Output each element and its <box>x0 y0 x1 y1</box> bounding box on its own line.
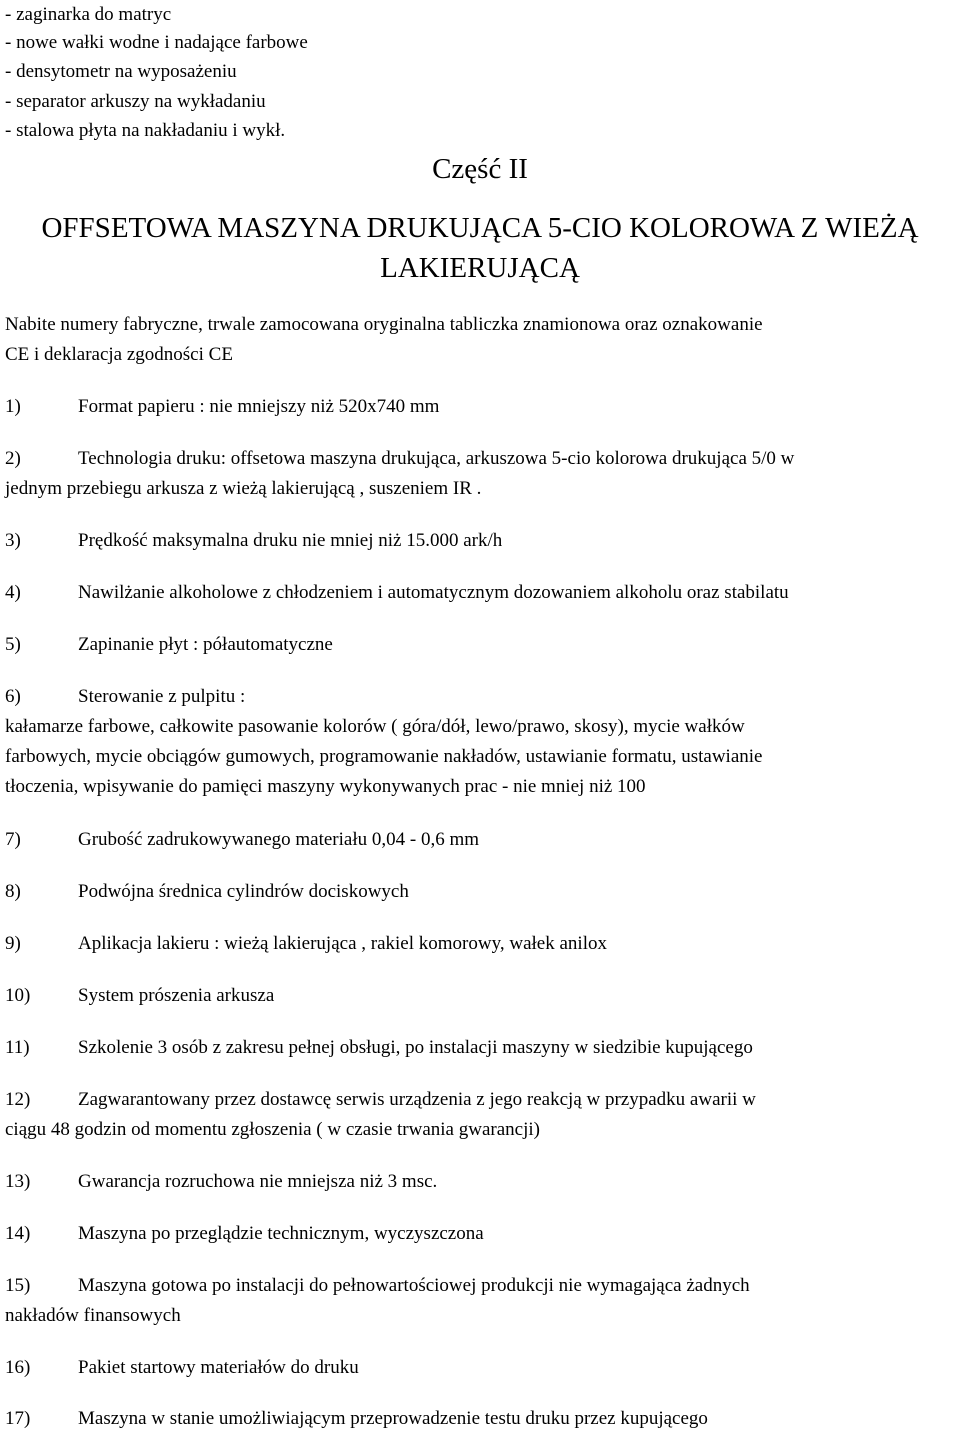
item-number: 9) <box>5 933 21 954</box>
item-text: Format papieru : nie mniejszy niż 520x740 mm <box>78 396 440 417</box>
item-text: Maszyna gotowa po instalacji do pełnowartościowej produkcji nie wymagająca żadnych <box>78 1275 750 1296</box>
item-number: 12) <box>5 1089 31 1110</box>
spec-item-4 <box>5 578 789 608</box>
document-title-line-1: OFFSETOWA MASZYNA DRUKUJĄCA 5-CIO KOLOROWA Z WIEŻĄ <box>41 212 919 244</box>
item-number: 16) <box>5 1357 31 1378</box>
spec-item-12 <box>5 1085 756 1115</box>
spec-item-17 <box>5 1404 708 1434</box>
item-number: 17) <box>5 1408 31 1429</box>
item-number: 2) <box>5 448 21 469</box>
item-text: System prószenia arkusza <box>78 985 275 1006</box>
spec-item-10 <box>5 981 274 1011</box>
list-item: - separator arkuszy na wykładaniu <box>5 91 266 112</box>
item-number: 7) <box>5 829 21 850</box>
item-number: 3) <box>5 530 21 551</box>
item-continuation: jednym przebiegu arkusza z wieżą lakierującą , suszeniem IR . <box>5 478 482 499</box>
item-number: 6) <box>5 686 21 707</box>
item-text: Aplikacja lakieru : wieżą lakierująca , rakiel komorowy, wałek anilox <box>78 933 607 954</box>
list-item: - densytometr na wyposażeniu <box>5 61 237 82</box>
list-item: - nowe wałki wodne i nadające farbowe <box>5 32 308 53</box>
item-continuation: nakładów finansowych <box>5 1305 181 1326</box>
document-title-line-2: LAKIERUJĄCĄ <box>380 252 580 284</box>
item-number: 15) <box>5 1275 31 1296</box>
item-number: 11) <box>5 1037 30 1058</box>
spec-item-15 <box>5 1271 750 1301</box>
item-text: Podwójna średnica cylindrów dociskowych <box>78 881 409 902</box>
spec-item-3 <box>5 526 502 556</box>
part-heading: Część II <box>432 153 528 185</box>
item-text: Nawilżanie alkoholowe z chłodzeniem i automatycznym dozowaniem alkoholu oraz stabilatu <box>78 582 789 603</box>
spec-item-6 <box>5 682 245 712</box>
item-continuation: ciągu 48 godzin od momentu zgłoszenia ( w czasie trwania gwarancji) <box>5 1119 540 1140</box>
spec-item-8 <box>5 877 409 907</box>
spec-item-9 <box>5 929 607 959</box>
spec-item-16 <box>5 1353 359 1383</box>
item-text: Sterowanie z pulpitu : <box>78 686 246 707</box>
item-text: Maszyna po przeglądzie technicznym, wyczyszczona <box>78 1223 484 1244</box>
list-item: - zaginarka do matryc <box>5 4 172 25</box>
item-text: Technologia druku: offsetowa maszyna drukująca, arkuszowa 5-cio kolorowa drukująca 5/0 w <box>78 448 795 469</box>
item-number: 1) <box>5 396 21 417</box>
intro-line-2: CE i deklaracja zgodności CE <box>5 344 233 365</box>
item-continuation: tłoczenia, wpisywanie do pamięci maszyny wykonywanych prac - nie mniej niż 100 <box>5 776 646 797</box>
spec-item-11 <box>5 1033 753 1063</box>
item-number: 14) <box>5 1223 31 1244</box>
spec-item-7 <box>5 825 479 855</box>
spec-item-13 <box>5 1167 437 1197</box>
item-number: 8) <box>5 881 21 902</box>
item-text: Grubość zadrukowywanego materiału 0,04 - 0,6 mm <box>78 829 480 850</box>
spec-item-1 <box>5 392 439 422</box>
item-number: 5) <box>5 634 21 655</box>
item-text: Pakiet startowy materiałów do druku <box>78 1357 359 1378</box>
item-text: Gwarancja rozruchowa nie mniejsza niż 3 msc. <box>78 1171 438 1192</box>
item-text: Szkolenie 3 osób z zakresu pełnej obsługi, po instalacji maszyny w siedzibie kupującego <box>78 1037 753 1058</box>
item-number: 10) <box>5 985 31 1006</box>
list-item: - stalowa płyta na nakładaniu i wykł. <box>5 120 286 141</box>
item-text: Maszyna w stanie umożliwiającym przeprowadzenie testu druku przez kupującego <box>78 1408 708 1429</box>
spec-item-5 <box>5 630 333 660</box>
item-text: Zapinanie płyt : półautomatyczne <box>78 634 333 655</box>
item-text: Zagwarantowany przez dostawcę serwis urządzenia z jego reakcją w przypadku awarii w <box>78 1089 756 1110</box>
item-continuation: farbowych, mycie obciągów gumowych, programowanie nakładów, ustawianie formatu, ustawianie <box>5 746 763 767</box>
spec-item-2 <box>5 444 794 474</box>
intro-line-1: Nabite numery fabryczne, trwale zamocowana oryginalna tabliczka znamionowa oraz oznakowanie <box>5 314 763 335</box>
item-text: Prędkość maksymalna druku nie mniej niż 15.000 ark/h <box>78 530 503 551</box>
item-number: 13) <box>5 1171 31 1192</box>
spec-item-14 <box>5 1219 484 1249</box>
item-number: 4) <box>5 582 21 603</box>
item-continuation: kałamarze farbowe, całkowite pasowanie kolorów ( góra/dół, lewo/prawo, skosy), mycie wałków <box>5 716 745 737</box>
